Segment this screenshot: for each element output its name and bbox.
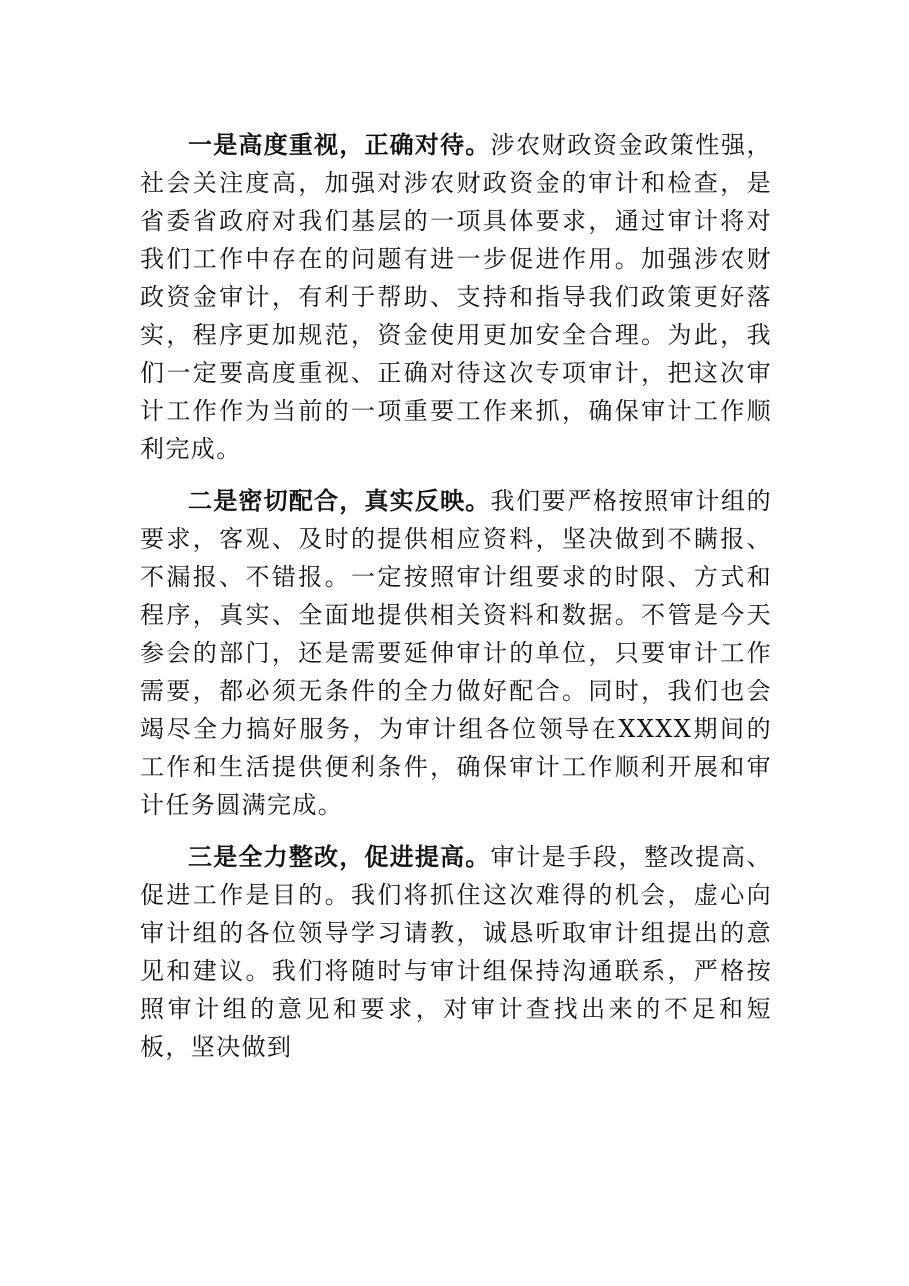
paragraph-2-body: 我们要严格按照审计组的要求，客观、及时的提供相应资料，坚决做到不瞒报、不漏报、不错报。一定按照审计组要求的时限、方式和程序，真实、全面地提供相关资料和数据。不管是今天参会的部门，还是需要延伸审计的单位，只要审计工作需要，都必须无条件的全力做好配合。同时，我们也会竭尽全力搞好服务，为审计组各位领导在XXXX期间的工作和生活提供便利条件，确保审计工作顺利开展和审计任务圆满完成。 [140,487,773,819]
paragraph-3-body: 审计是手段，整改提高、促进工作是目的。我们将抓住这次难得的机会，虚心向审计组的各位领导学习请教，诚恳听取审计组提出的意见和建议。我们将随时与审计组保持沟通联系，严格按照审计组的意见和要求，对审计查找出来的不足和短板，坚决做到 [140,843,773,1061]
paragraph-3 [140,838,772,1066]
paragraph-2 [140,482,772,824]
paragraph-1-lead: 一是高度重视，正确对待。 [188,131,491,159]
document-body [140,126,772,1080]
paragraph-2-lead: 二是密切配合，真实反映。 [188,487,491,515]
paragraph-3-lead: 三是全力整改，促进提高。 [188,843,491,871]
paragraph-1-body: 涉农财政资金政策性强，社会关注度高，加强对涉农财政资金的审计和检查，是省委省政府对我们基层的一项具体要求，通过审计将对我们工作中存在的问题有进一步促进作用。加强涉农财政资金审计，有利于帮助、支持和指导我们政策更好落实，程序更加规范，资金使用更加安全合理。为此，我们一定要高度重视、正确对待这次专项审计，把这次审计工作作为当前的一项重要工作来抓，确保审计工作顺利完成。 [140,131,773,463]
paragraph-1 [140,126,772,468]
